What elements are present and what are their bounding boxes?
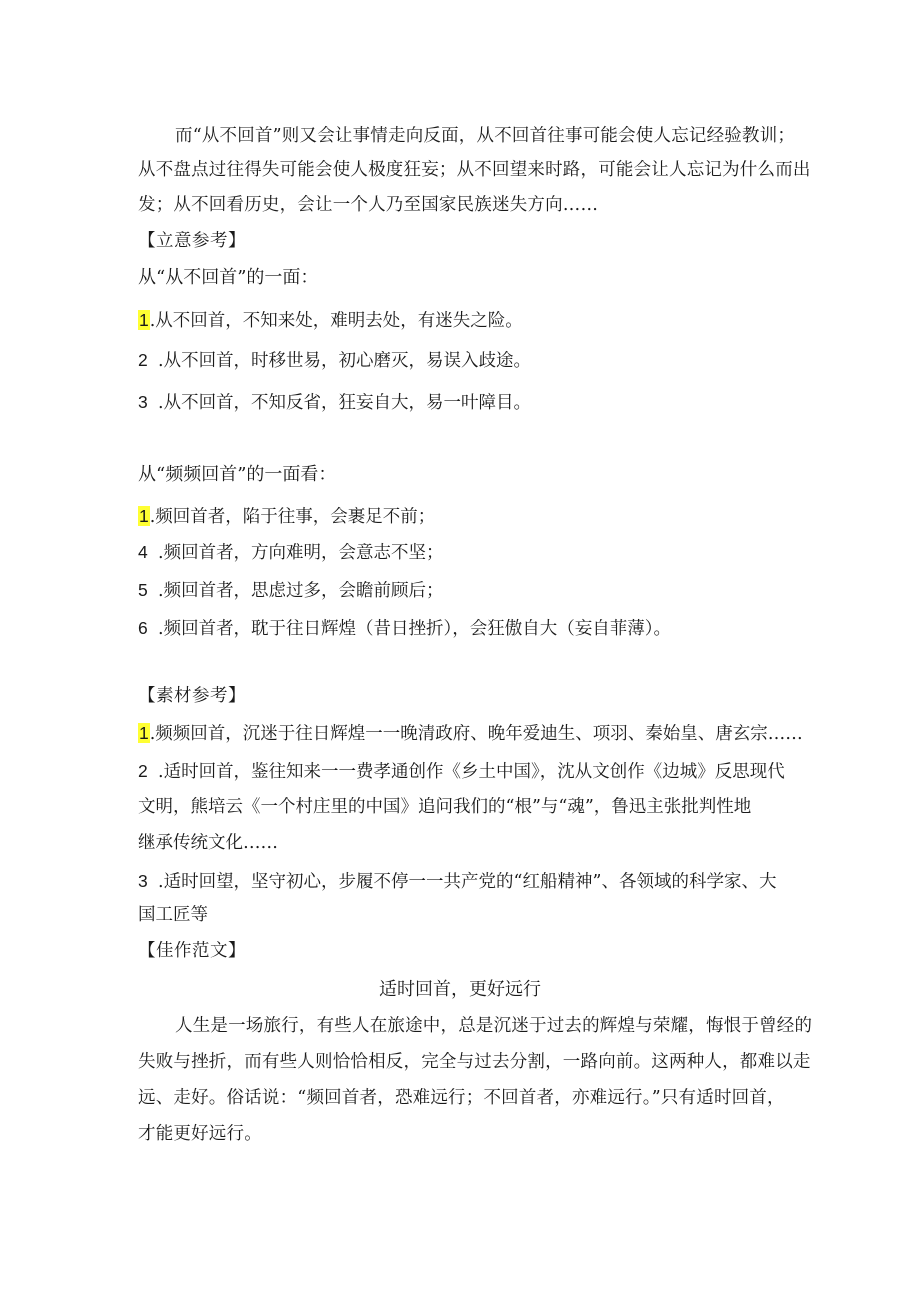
idea-item-7 [138,616,671,641]
idea-item-text: .频回首者，陷于往事，会裹足不前； [149,507,436,527]
idea-item-text: .从不回首，不知反省，狂妄自大，易一叶障目。 [158,393,532,413]
item-number: 5 [138,580,148,600]
item-number: 2 [138,350,148,370]
material-item-3-line-1 [138,869,776,894]
idea-item-6 [138,578,444,603]
idea-item-text: .频回首者，方向难明，会意志不坚； [158,543,444,563]
materials-heading: 【素材参考】 [138,686,246,706]
essay-title: 适时回首，更好远行 [379,979,541,1000]
idea-item-text: .从不回首，时移世易，初心磨灭，易误入歧途。 [158,351,532,371]
idea-item-1 [138,308,523,333]
idea-item-2 [138,348,531,373]
idea-item-text: .频回首者，耽于往日辉煌（昔日挫折），会狂傲自大（妄自菲薄）。 [158,619,672,639]
essay-line-1: 人生是一场旅行，有些人在旅途中，总是沉迷于过去的辉煌与荣耀，悔恨于曾经的 [175,1016,813,1036]
item-number: 6 [138,618,148,638]
essay-line-4: 才能更好远行。 [138,1124,262,1144]
intro-line-3: 发；从不回看历史，会让一个人乃至国家民族迷失方向…… [138,195,599,215]
material-item-text: .适时回望，坚守初心，步履不停一一共产党的“红船精神”、各领域的科学家、大 [158,872,777,892]
intro-line-2: 从不盘点过往得失可能会使人极度狂妄；从不回望来时路，可能会让人忘记为什么而出 [138,160,811,180]
material-item-3-line-2: 国工匠等 [138,905,208,925]
essay-line-2: 失败与挫折，而有些人则恰恰相反，完全与过去分割，一路向前。这两种人，都难以走 [138,1052,811,1072]
ideas-group1-title: 从“从不回首”的一面： [138,267,319,288]
item-number: 3 [138,871,148,891]
material-item-2-line-1 [138,759,785,784]
idea-item-3 [138,390,531,415]
item-number: 4 [138,542,148,562]
ideas-group2-title: 从“频频回首”的一面看： [138,464,337,485]
material-item-2-line-3: 继承传统文化…… [138,833,278,853]
material-item-text: .频频回首，沉迷于往日辉煌一一晚清政府、晚年爱迪生、项羽、秦始皇、唐玄宗…… [149,724,803,744]
essay-heading: 【佳作范文】 [138,941,246,961]
highlighted-number: 1 [139,310,149,330]
intro-line-1: 而“从不回首”则又会让事情走向反面，从不回首往事可能会使人忘记经验教训； [175,126,796,146]
item-number: 3 [138,392,148,412]
idea-item-text: .频回首者，思虑过多，会瞻前顾后； [158,581,444,601]
material-item-1 [138,721,803,746]
highlighted-number: 1 [139,506,149,526]
essay-line-3: 远、走好。俗话说：“频回首者，恐难远行；不回首者，亦难远行。”只有适时回首， [138,1088,785,1108]
material-item-text: .适时回首，鉴往知来一一费孝通创作《乡土中国》，沈从文创作《边城》反思现代 [158,762,785,782]
material-item-2-line-2: 文明，熊培云《一个村庄里的中国》追问我们的“根”与“魂”，鲁迅主张批判性地 [138,797,752,817]
idea-item-text: .从不回首，不知来处，难明去处，有迷失之险。 [149,311,523,331]
idea-item-5 [138,540,444,565]
idea-item-4 [138,504,435,529]
ideas-heading: 【立意参考】 [138,231,246,251]
highlighted-number: 1 [139,723,149,743]
item-number: 2 [138,761,148,781]
